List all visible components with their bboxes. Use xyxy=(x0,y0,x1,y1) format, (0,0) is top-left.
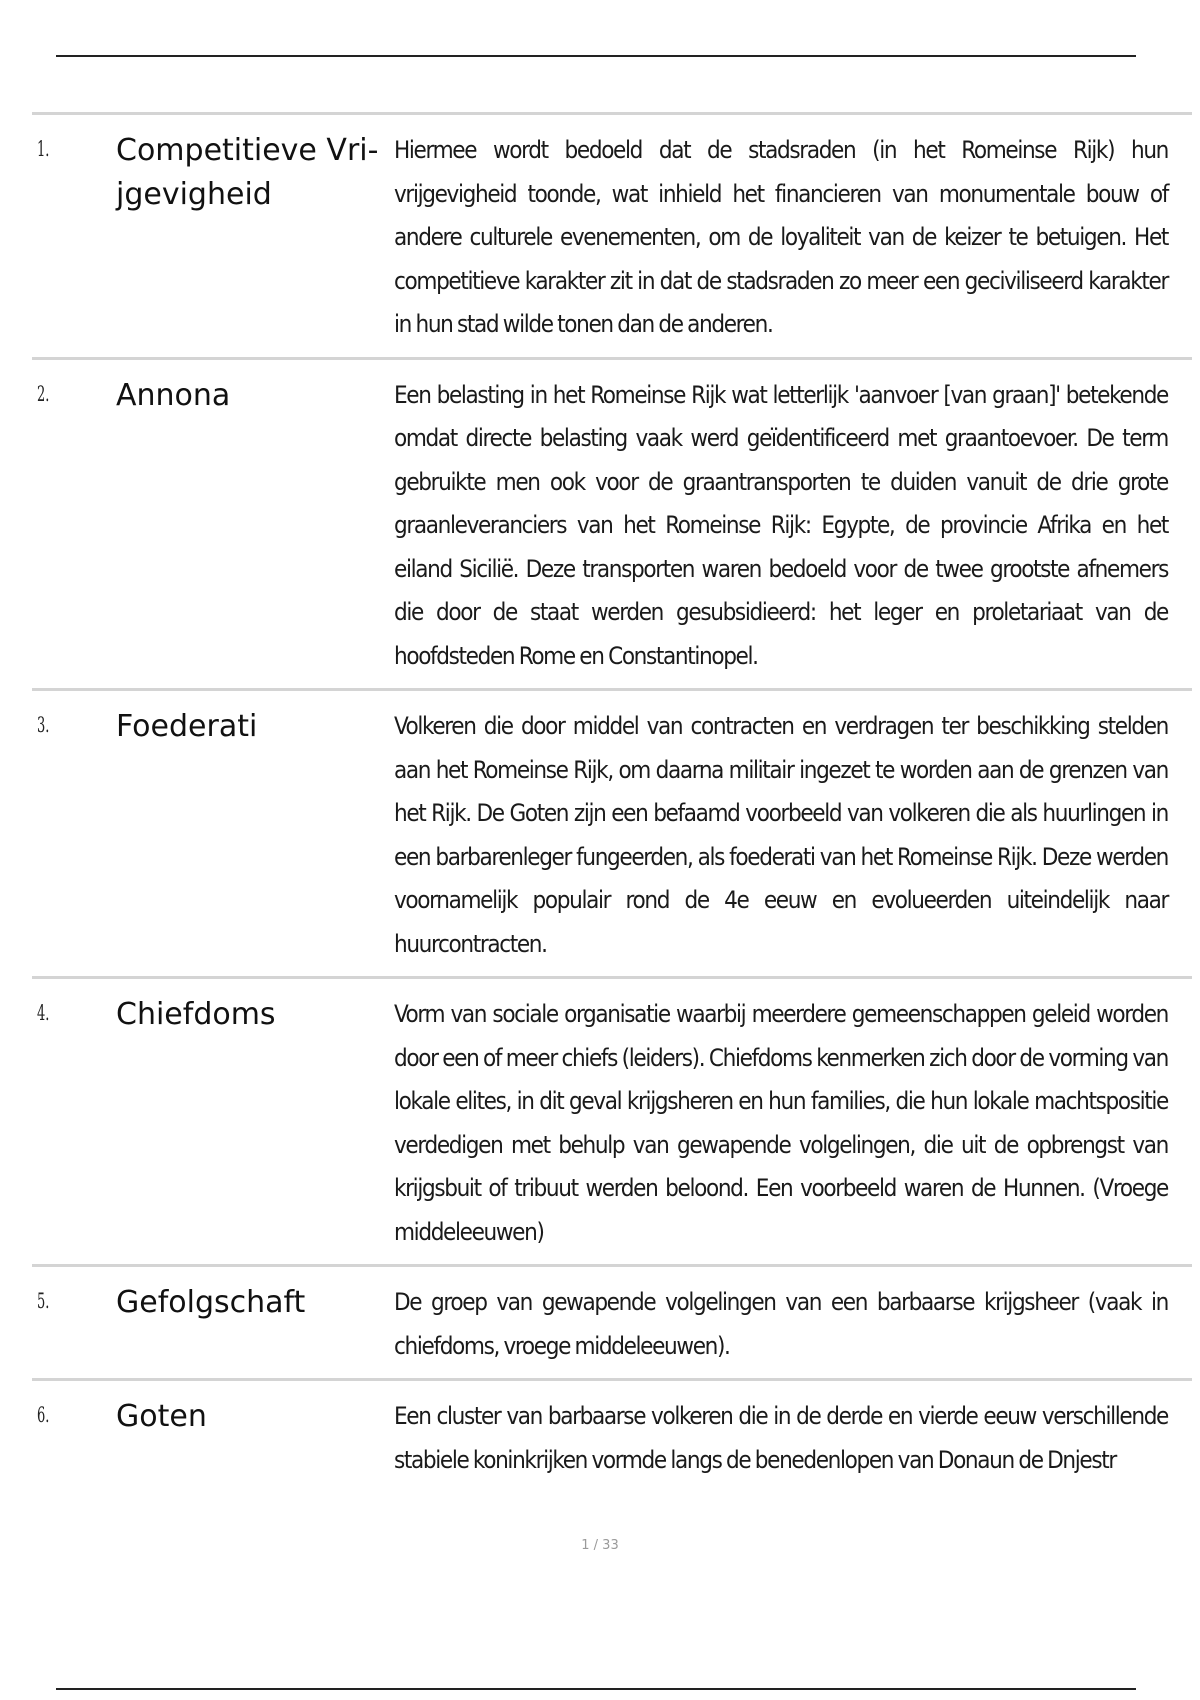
entry-number: 1. xyxy=(36,137,50,161)
page-number: 1 / 33 xyxy=(581,1538,619,1553)
entry-number: 4. xyxy=(36,1001,50,1025)
glossary-entry xyxy=(32,976,1192,1264)
entry-term: Competitieve Vri-jgevigheid xyxy=(116,133,379,212)
entry-definition: Hiermee wordt bedoeld dat de stadsraden (in het Romeinse Rijk) hun vrijgevigheid toonde, wat inhield het financieren van monumentale bouw of andere culturele evenementen, om de loyaliteit van de keizer te betuigen. Het competitieve karakter zit in dat de stadsraden zo meer een geciviliseerd karakter in hun stad wilde tonen dan de anderen. xyxy=(394,136,1168,338)
page-top-rule xyxy=(56,55,1136,57)
entry-definition: Een belasting in het Romeinse Rijk wat letterlijk 'aanvoer [van graan]' betekende omdat directe belasting vaak werd geïdentificeerd met graantoevoer. De term gebruikte men ook voor de graantransporten te duiden vanuit de drie grote graanleveranciers van het Romeinse Rijk: Egypte, de provincie Afrika en het eiland Sicilië. Deze transporten waren bedoeld voor de twee grootste afnemers die door de staat werden gesubsidieerd: het leger en proletariaat van de hoofdsteden Rome en Constantinopel. xyxy=(394,380,1168,670)
entry-number: 5. xyxy=(36,1289,50,1313)
entry-definition: Volkeren die door middel van contracten en verdragen ter beschikking stelden aan het Romeinse Rijk, om daarna militair ingezet te worden aan de grenzen van het Rijk. De Goten zijn een befaamd voorbeeld van volkeren die als huurlingen in een barbarenleger fungeerden, als foederati van het Romeinse Rijk. Deze werden voornamelijk populair rond de 4e eeuw en evolueerden uiteindelijk naar huurcontracten. xyxy=(394,712,1168,958)
glossary-entry xyxy=(32,357,1192,689)
glossary-entry xyxy=(32,688,1192,976)
entry-number: 2. xyxy=(36,381,50,406)
entry-term: Chiefdoms xyxy=(116,997,276,1032)
entry-term: Annona xyxy=(116,377,231,413)
glossary-entry xyxy=(32,112,1192,357)
entry-definition: De groep van gewapende volgelingen van een barbaarse krijgsheer (vaak in chiefdoms, vroege middeleeuwen). xyxy=(394,1288,1168,1360)
entry-number: 3. xyxy=(36,713,50,737)
glossary-entry xyxy=(32,1264,1192,1378)
entry-definition: Vorm van sociale organisatie waarbij meerdere gemeenschappen geleid worden door een of meer chiefs (leiders). Chiefdoms kenmerken zich door de vorming van lokale elites, in dit geval krijgsheren en hun families, die hun lokale machtspositie verdedigen met behulp van gewapende volgelingen, die uit de opbrengst van krijgsbuit of tribuut werden beloond. Een voorbeeld waren de Hunnen. (Vroege middeleeuwen) xyxy=(394,1000,1168,1246)
entry-term: Foederati xyxy=(116,709,258,744)
entry-term: Gefolgschaft xyxy=(116,1285,306,1320)
glossary-entry xyxy=(32,1378,1192,1492)
entry-term: Goten xyxy=(116,1399,207,1434)
page-bottom-rule xyxy=(56,1688,1136,1690)
glossary-table xyxy=(32,112,1192,1492)
entry-definition: Een cluster van barbaarse volkeren die in de derde en vierde eeuw verschillende stabiele koninkrijken vormde langs de benedenlopen van Donaun de Dnjestr xyxy=(394,1402,1168,1474)
entry-number: 6. xyxy=(36,1403,50,1427)
